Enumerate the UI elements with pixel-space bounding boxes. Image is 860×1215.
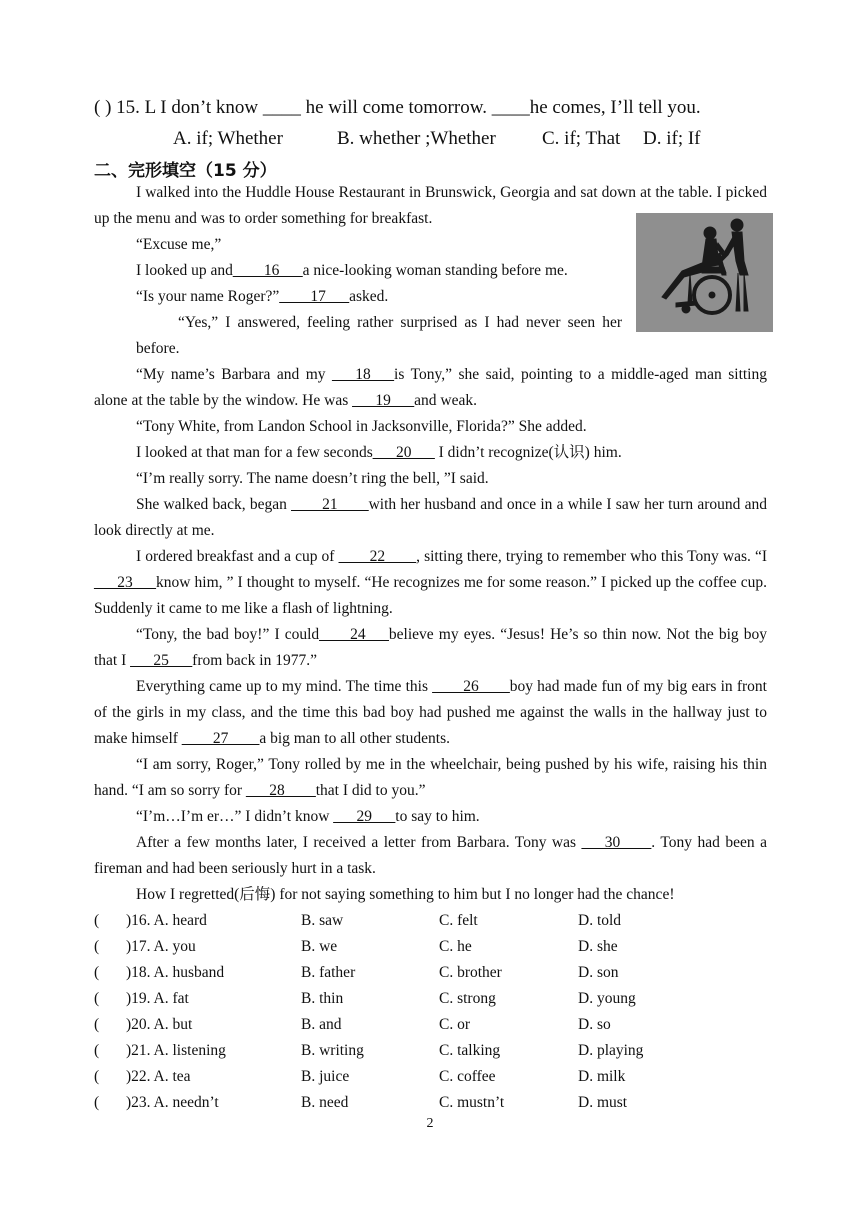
option-b: B. juice [301, 1068, 350, 1085]
option-a: )23. A. needn’t [126, 1094, 219, 1111]
text-span: “I am sorry, Roger,” Tony rolled by me in the wheelchair, being pushed by his wife, raising his thin hand. “I am so sorry for [94, 756, 767, 799]
option-b: B. need [301, 1094, 349, 1111]
paragraph [94, 362, 767, 414]
option-d: D. young [578, 990, 636, 1007]
paragraph [94, 830, 767, 882]
cloze-passage [94, 180, 767, 908]
text-span: “Is your name Roger?” [136, 288, 280, 305]
answer-paren[interactable]: ( [94, 990, 100, 1007]
option-a: )20. A. but [126, 1016, 193, 1033]
option-d: D. so [578, 1016, 611, 1033]
option-c: C. or [439, 1016, 470, 1033]
blank-18: ___18___ [332, 366, 395, 383]
text-span: “Yes,” I answered, feeling rather surprised as I had never seen her before. [136, 314, 622, 357]
blank-21: ____21____ [291, 496, 369, 513]
option-d: D. must [578, 1094, 628, 1111]
option-b: B. and [301, 1016, 342, 1033]
blank-28: ___28____ [245, 782, 316, 799]
option-a: )21. A. listening [126, 1042, 226, 1059]
answer-paren[interactable]: ( [94, 964, 100, 981]
option-c: C. mustn’t [439, 1094, 505, 1111]
text-span: Everything came up to my mind. The time this [136, 678, 433, 695]
paragraph: “Tony White, from Landon School in Jacksonville, Florida?” She added. [136, 418, 587, 435]
paragraph [94, 752, 767, 804]
paragraph: How I regretted(后悔) for not saying something to him but I no longer had the chance! [136, 886, 675, 903]
text-span: asked. [349, 288, 389, 305]
q15-option-a: A. if; Whether [173, 128, 283, 149]
option-d: D. milk [578, 1068, 626, 1085]
blank-16: ____16___ [232, 262, 303, 279]
option-a: )17. A. you [126, 938, 196, 955]
text-span: She walked back, began [136, 496, 292, 513]
text-span: After a few months later, I received a letter from Barbara. Tony was [136, 834, 582, 851]
page-number: 2 [426, 1116, 434, 1131]
paragraph [94, 804, 767, 830]
blank-17: ____17___ [279, 288, 350, 305]
text-span: is Tony,” she said, pointing to a middle-aged man sitting alone at the table by the window. He was [94, 366, 767, 409]
text-span: with her husband and once in a while I saw her turn around and look directly at me. [94, 496, 768, 539]
text-span: and weak. [414, 392, 477, 409]
text-span: , sitting there, trying to remember who this Tony was. “I [416, 548, 767, 565]
option-a: )16. A. heard [126, 912, 207, 929]
option-a: )18. A. husband [126, 964, 225, 981]
q15-option-b: B. whether ;Whether [337, 128, 496, 149]
text-span: . Tony had been a fireman and had been seriously hurt in a task. [94, 834, 767, 877]
text-span: know him, ” I thought to myself. “He recognizes me for some reason.” I picked up the coffee cup. Suddenly it came to me like a flash of lightning. [94, 574, 767, 617]
paragraph: “Excuse me,” [136, 236, 222, 253]
blank-25: ___25___ [130, 652, 193, 669]
option-c: C. coffee [439, 1068, 496, 1085]
question-15-line: ( ) 15. L I don’t know ____ he will come tomorrow. ____he comes, I’ll tell you. [94, 97, 701, 118]
option-b: B. we [301, 938, 338, 955]
option-c: C. felt [439, 912, 478, 929]
text-span: boy had made fun of my big ears in front of the girls in my class, and the time this bad boy had pushed me against the walls in the hallway just to make himself [94, 678, 767, 747]
section-title: 二、完形填空（15 分） [94, 161, 277, 181]
option-c: C. talking [439, 1042, 501, 1059]
text-span: I didn’t recognize(认识) him. [434, 444, 622, 461]
paragraph [94, 622, 767, 674]
blank-23: ___23___ [94, 574, 156, 591]
blank-26: ____26____ [432, 678, 510, 695]
blank-20: ___20___ [372, 444, 435, 461]
text-span: a nice-looking woman standing before me. [302, 262, 568, 279]
answer-paren[interactable]: ( [94, 1016, 100, 1033]
option-b: B. saw [301, 912, 344, 929]
option-c: C. brother [439, 964, 502, 981]
paragraph [94, 310, 767, 362]
blank-30: ___30____ [581, 834, 652, 851]
option-d: D. told [578, 912, 622, 929]
text-span: I ordered breakfast and a cup of [136, 548, 339, 565]
paragraph [94, 440, 767, 466]
paragraph [94, 674, 767, 752]
text-span: believe my eyes. “Jesus! He’s so thin now. Not the big boy that I [94, 626, 767, 669]
text-span: from back in 1977.” [192, 652, 317, 669]
paragraph [94, 492, 767, 544]
option-c: C. strong [439, 990, 496, 1007]
answer-paren[interactable]: ( [94, 1094, 100, 1111]
option-b: B. thin [301, 990, 344, 1007]
text-span: I looked at that man for a few seconds [136, 444, 373, 461]
paragraph [94, 284, 622, 310]
blank-29: ___29___ [333, 808, 396, 825]
option-c: C. he [439, 938, 472, 955]
option-b: B. writing [301, 1042, 364, 1059]
blank-19: ___19___ [352, 392, 415, 409]
text-span: that I did to you.” [315, 782, 426, 799]
q15-option-c: C. if; That [542, 128, 621, 149]
option-d: D. son [578, 964, 619, 981]
text-span: “Tony, the bad boy!” I could [136, 626, 320, 643]
option-a: )22. A. tea [126, 1068, 191, 1085]
answer-paren[interactable]: ( [94, 1068, 100, 1085]
paragraph: “I’m really sorry. The name doesn’t ring the bell, ”I said. [136, 470, 489, 487]
paragraph: I walked into the Huddle House Restaurant in Brunswick, Georgia and sat down at the table. I picked up the menu and was to order something for breakfast. [94, 184, 767, 227]
option-b: B. father [301, 964, 356, 981]
text-span: I looked up and [136, 262, 233, 279]
text-span: a big man to all other students. [259, 730, 451, 747]
blank-22: ____22____ [338, 548, 417, 565]
text-span: to say to him. [395, 808, 480, 825]
q15-option-d: D. if; If [643, 128, 701, 149]
blank-27: ____27____ [181, 730, 260, 747]
text-span: “My name’s Barbara and my [136, 366, 333, 383]
text-span: “I’m…I’m er…” I didn’t know [136, 808, 334, 825]
option-d: D. playing [578, 1042, 644, 1059]
paragraph [94, 544, 767, 622]
paragraph [94, 258, 622, 284]
answer-paren[interactable]: ( [94, 912, 100, 929]
option-a: )19. A. fat [126, 990, 189, 1007]
question-15-options [173, 128, 701, 150]
blank-24: ____24___ [319, 626, 389, 643]
answer-paren[interactable]: ( [94, 1042, 100, 1059]
option-d: D. she [578, 938, 618, 955]
answer-paren[interactable]: ( [94, 938, 100, 955]
